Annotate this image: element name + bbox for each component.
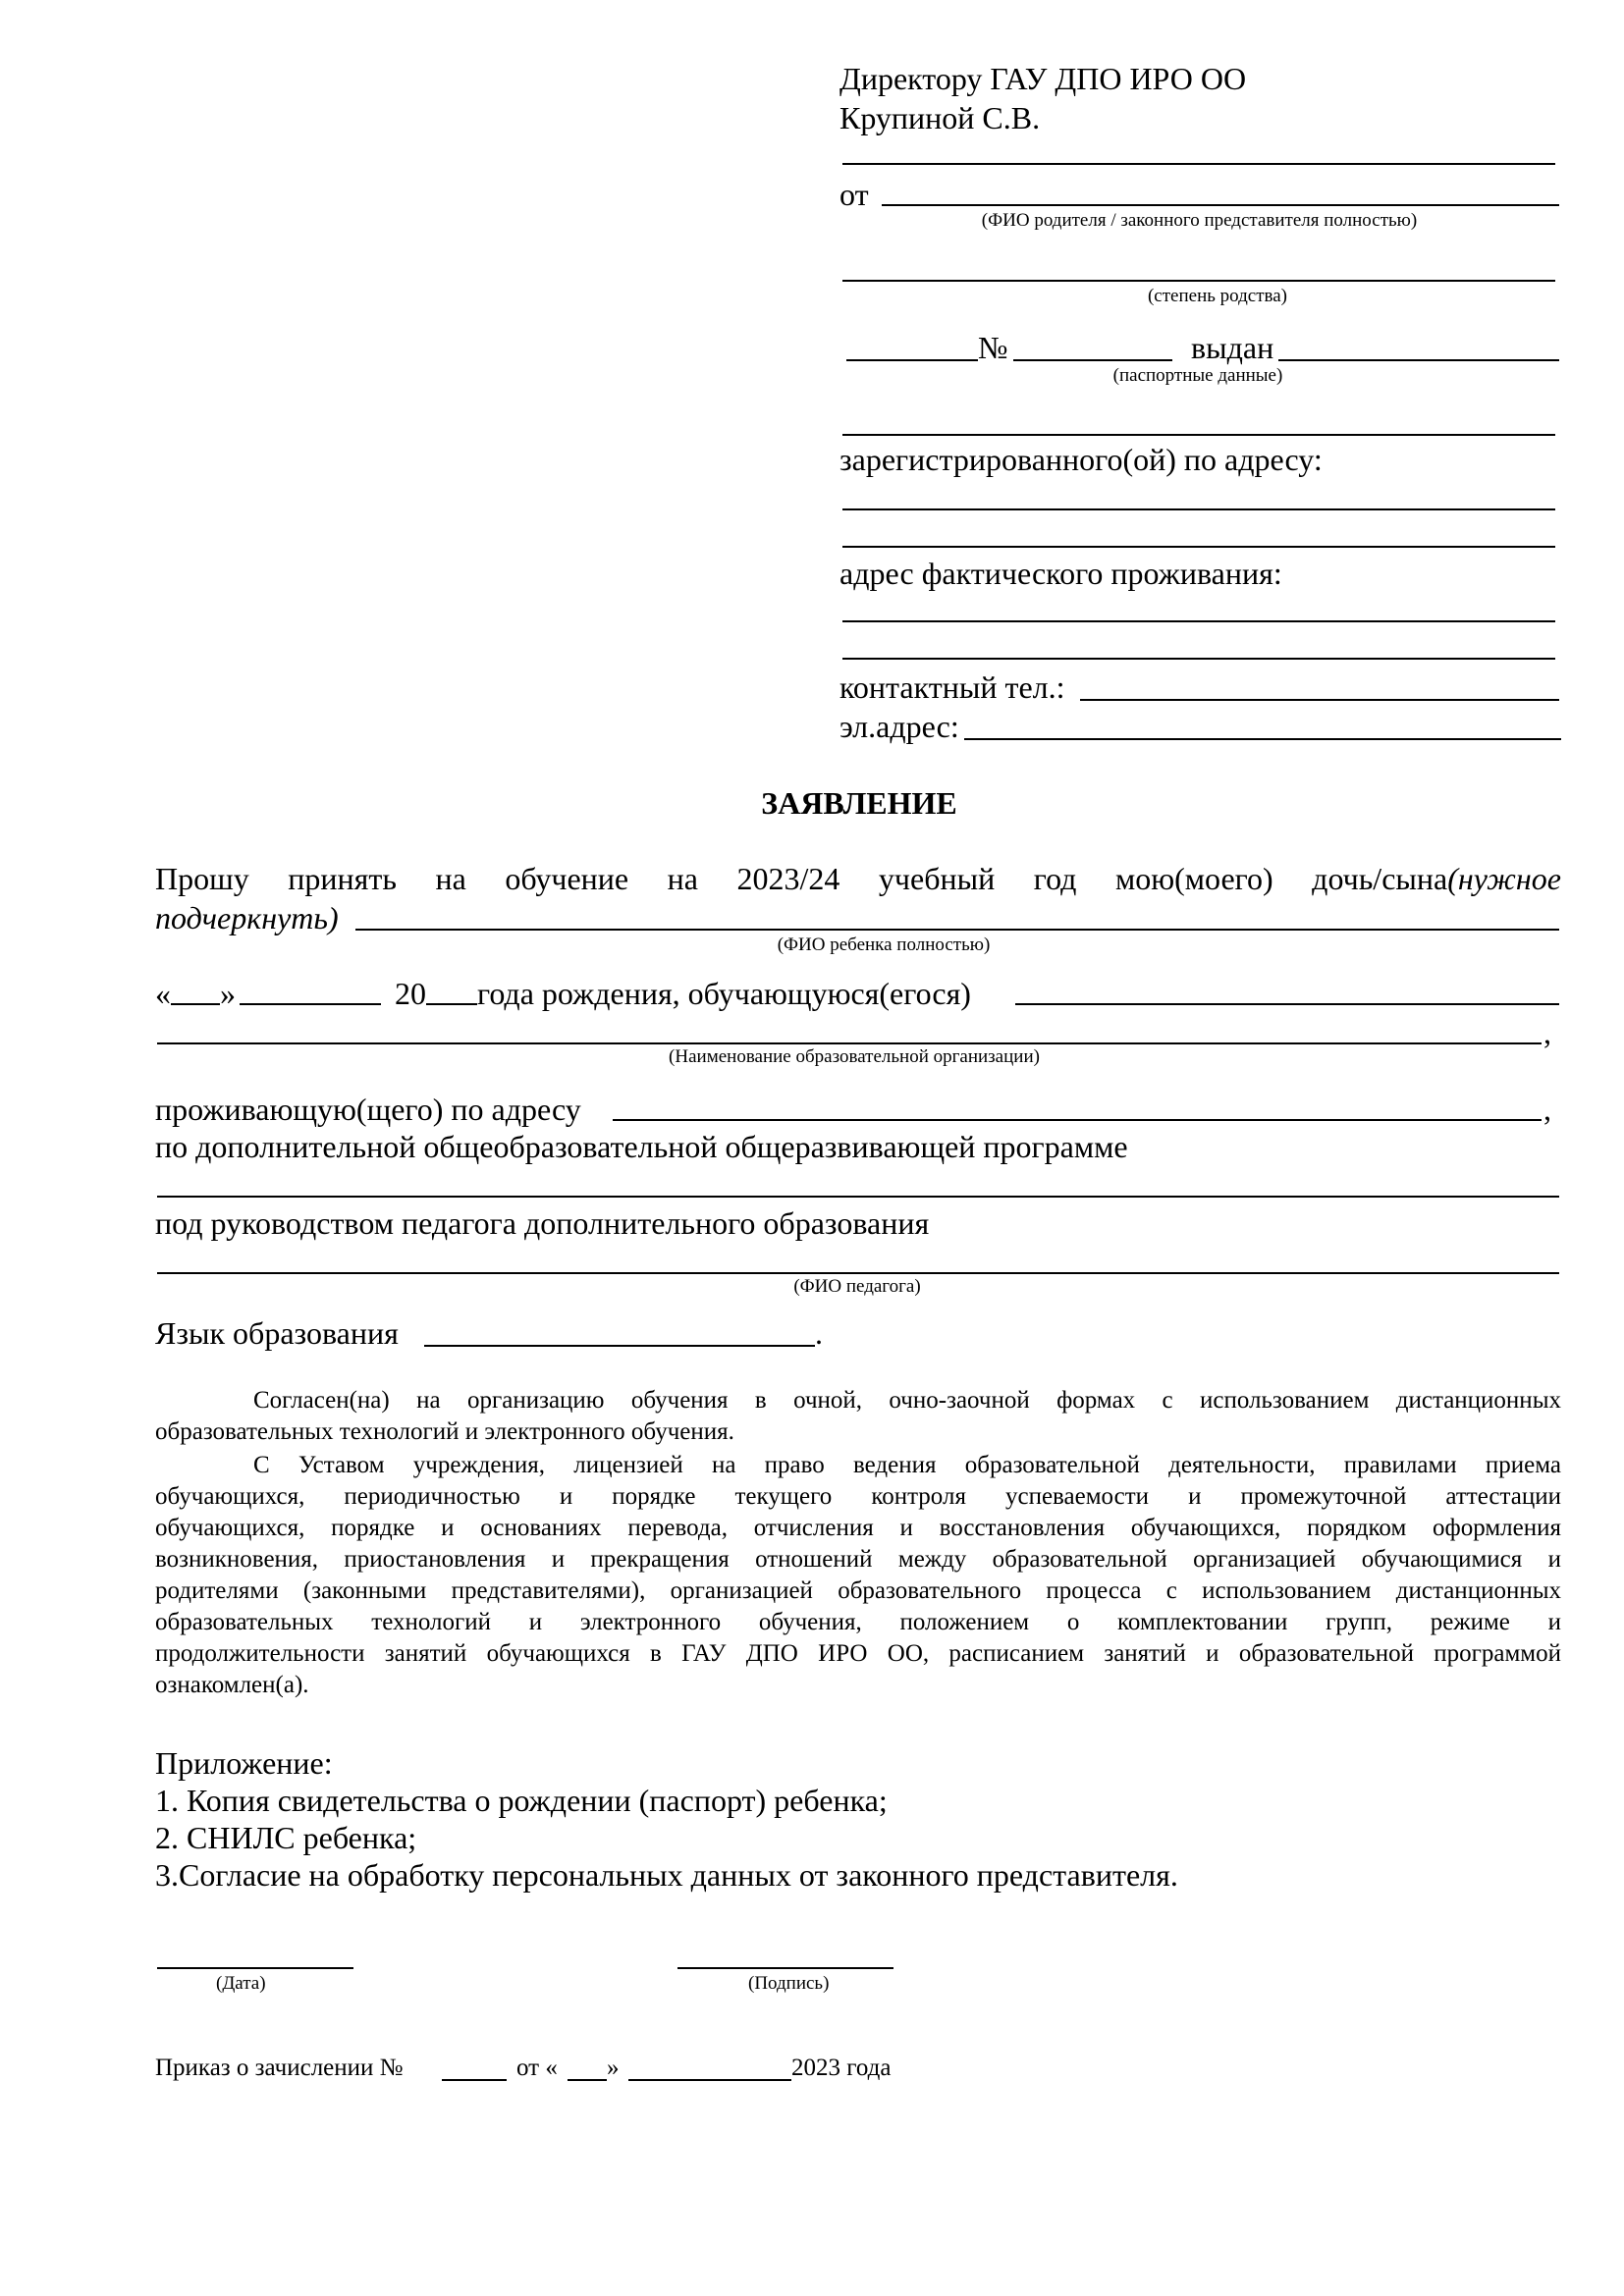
birth-text: года рождения, обучающуюся(егося) xyxy=(477,976,971,1011)
actual-address-label: адрес фактического проживания: xyxy=(839,556,1282,591)
teacher-field[interactable] xyxy=(157,1272,1559,1274)
residing-label: проживающую(щего) по адресу xyxy=(155,1092,581,1127)
date-field[interactable] xyxy=(157,1967,353,1969)
passport-number-field[interactable] xyxy=(1013,359,1172,361)
passport-number-label: № xyxy=(978,330,1008,365)
org-hint-wrap xyxy=(560,1046,1149,1068)
consent-p1-line1: Согласен(на) на организацию обучения в очной, очно-заочной формах с использованием дистанционных xyxy=(253,1387,1561,1414)
order-month-field[interactable] xyxy=(628,2079,791,2081)
signature-field[interactable] xyxy=(677,1967,893,1969)
language-field[interactable] xyxy=(424,1345,815,1347)
order-quote-close: » xyxy=(607,2055,620,2081)
school-field-1[interactable] xyxy=(1015,1003,1559,1005)
director-name: Крупиной С.В. xyxy=(839,100,1041,135)
registered-address-field-1[interactable] xyxy=(842,508,1555,510)
request-italic-2: подчеркнуть) xyxy=(155,900,339,935)
request-text: Прошу принять на обучение на 2023/24 учебный год мою(моего) дочь/сына xyxy=(155,861,1448,896)
birth-year-field[interactable] xyxy=(426,1003,477,1005)
blank-line[interactable] xyxy=(842,163,1555,165)
relation-hint-wrap xyxy=(1021,286,1414,307)
comma-2: , xyxy=(1543,1092,1551,1127)
actual-address-field-1[interactable] xyxy=(842,620,1555,622)
child-fio-field[interactable] xyxy=(355,929,1559,931)
phone-field[interactable] xyxy=(1080,699,1559,701)
relation-field[interactable] xyxy=(842,280,1555,282)
program-label: по дополнительной общеобразовательной общеразвивающей программе xyxy=(155,1129,1128,1164)
residing-address-field[interactable] xyxy=(613,1119,1542,1121)
parent-fio-hint-wrap xyxy=(839,210,1559,232)
document-title: ЗАЯВЛЕНИЕ xyxy=(761,785,957,821)
language-period: . xyxy=(815,1315,823,1351)
registered-address-field-2[interactable] xyxy=(842,546,1555,548)
request-italic-2-wrap xyxy=(155,898,339,937)
teacher-label: под руководством педагога дополнительного образования xyxy=(155,1205,930,1241)
birth-month-field[interactable] xyxy=(240,1003,381,1005)
consent-p2-line2: обучающихся, периодичностью и порядке текущего контроля успеваемости и промежуточной аттестации xyxy=(155,1483,1561,1510)
director-title: Директору ГАУ ДПО ИРО ОО xyxy=(839,61,1247,96)
signature-hint: (Подпись) xyxy=(748,1973,830,1994)
phone-label: контактный тел.: xyxy=(839,669,1065,705)
order-label: Приказ о зачислении № xyxy=(155,2055,404,2081)
request-line-1 xyxy=(155,859,1561,898)
passport-series-field[interactable] xyxy=(846,359,978,361)
date-hint: (Дата) xyxy=(216,1973,266,1994)
order-number-field[interactable] xyxy=(442,2079,507,2081)
attachment-item: 1. Копия свидетельства о рождении (паспорт) ребенка; xyxy=(155,1783,888,1818)
attachments-heading: Приложение: xyxy=(155,1745,333,1781)
order-day-field[interactable] xyxy=(568,2079,607,2081)
order-from: от « xyxy=(516,2055,558,2081)
child-fio-hint-wrap xyxy=(687,934,1080,956)
parent-fio-field[interactable] xyxy=(882,204,1559,206)
consent-p2-line6: образовательных технологий и электронного обучения, положением о комплектовании групп, режиме и xyxy=(155,1609,1561,1635)
consent-p2-line3: обучающихся, порядке и основаниях перевода, отчисления и восстановления обучающихся, порядком оформления xyxy=(155,1515,1561,1541)
consent-p2-line5: родителями (законными представителями), организацией образовательного процесса с использованием дистанционных xyxy=(155,1577,1561,1604)
passport-issued-label: выдан xyxy=(1191,330,1274,365)
actual-address-field-2[interactable] xyxy=(842,658,1555,660)
passport-hint-wrap xyxy=(1001,365,1394,387)
order-year: 2023 года xyxy=(791,2055,892,2081)
passport-hint: (паспортные данные) xyxy=(1112,365,1283,386)
consent-p2-line4: возникновения, приостановления и прекращения отношений между образовательной организацией обучающимися и xyxy=(155,1546,1561,1573)
email-label: эл.адрес: xyxy=(839,709,959,744)
consent-p1-line2: образовательных технологий и электронного обучения. xyxy=(155,1418,734,1445)
teacher-hint: (ФИО педагога) xyxy=(793,1276,921,1297)
program-field[interactable] xyxy=(157,1196,1559,1198)
language-label: Язык образования xyxy=(155,1315,399,1351)
school-field-2[interactable] xyxy=(157,1042,1542,1044)
parent-fio-hint: (ФИО родителя / законного представителя полностью) xyxy=(981,210,1418,231)
attachment-item: 3.Согласие на обработку персональных данных от законного представителя. xyxy=(155,1857,1178,1893)
relation-hint: (степень родства) xyxy=(1147,286,1288,306)
org-hint: (Наименование образовательной организации) xyxy=(669,1046,1040,1067)
consent-p2-line7: продолжительности занятий обучающихся в ГАУ ДПО ИРО ОО, расписанием занятий и образовательной программой xyxy=(155,1640,1561,1667)
child-fio-hint: (ФИО ребенка полностью) xyxy=(777,934,991,955)
comma-1: , xyxy=(1543,1015,1551,1050)
birth-quote-close: » xyxy=(220,976,236,1011)
registered-label: зарегистрированного(ой) по адресу: xyxy=(839,442,1323,477)
birth-year-prefix: 20 xyxy=(395,976,426,1011)
email-field[interactable] xyxy=(964,738,1561,740)
teacher-hint-wrap xyxy=(661,1276,1054,1298)
consent-p2-line1: С Уставом учреждения, лицензией на право ведения образовательной деятельности, правилами приема xyxy=(253,1452,1561,1478)
attachment-item: 2. СНИЛС ребенка; xyxy=(155,1820,417,1855)
consent-p2-line8: ознакомлен(а). xyxy=(155,1672,309,1698)
birth-day-field[interactable] xyxy=(171,1003,220,1005)
from-label: от xyxy=(839,177,869,212)
passport-extra-field[interactable] xyxy=(842,434,1555,436)
request-italic-1: (нужное xyxy=(1447,861,1561,896)
birth-quote-open: « xyxy=(155,976,171,1011)
passport-issued-field[interactable] xyxy=(1278,359,1559,361)
